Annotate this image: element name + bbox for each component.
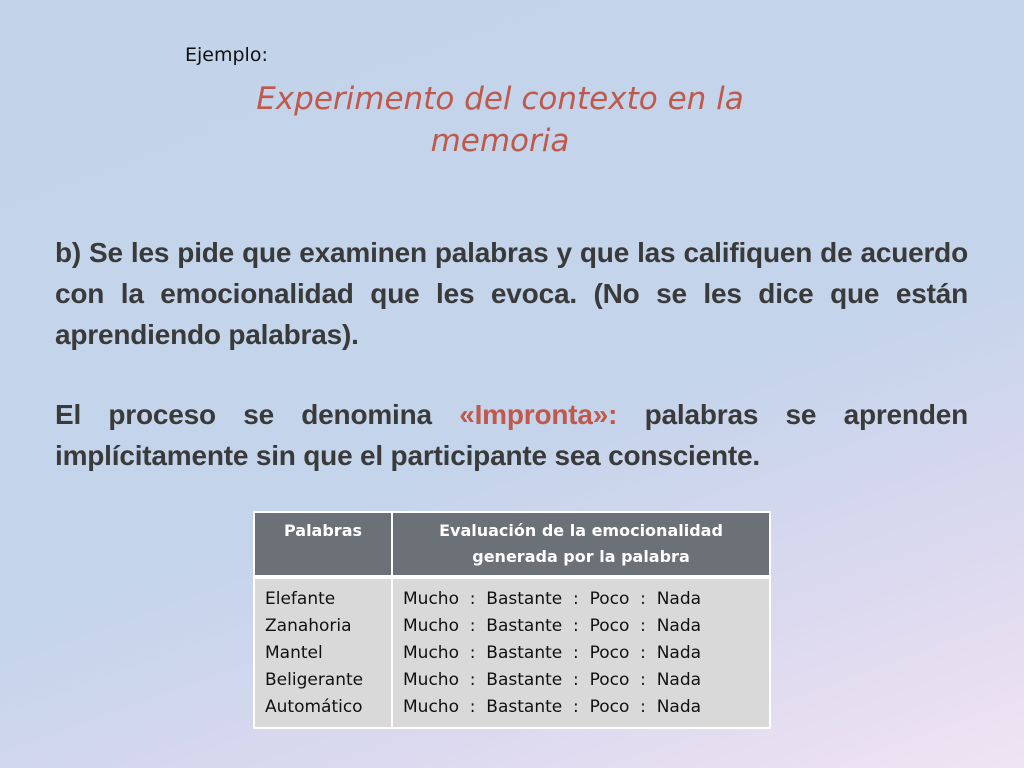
word-item: Zanahoria xyxy=(265,616,352,636)
header-palabras: Palabras xyxy=(254,512,392,577)
paragraph-b: b) Se les pide que examinen palabras y que las califiquen de acuerdo con la emocionalidad que les evoca. (No se les dice que están aprendiendo palabras). xyxy=(55,237,968,350)
paragraph-impronta xyxy=(55,394,968,476)
slide-title xyxy=(180,78,820,162)
title-line-1: Experimento del contexto en la xyxy=(256,81,744,117)
rating-scale: Mucho : Bastante : Poco : Nada xyxy=(403,697,702,717)
words-rating-table xyxy=(253,511,771,729)
words-cell xyxy=(254,577,392,728)
word-item: Automático xyxy=(265,697,363,717)
table-header-row xyxy=(254,512,770,577)
rating-scale: Mucho : Bastante : Poco : Nada xyxy=(403,643,702,663)
word-item: Elefante xyxy=(265,589,336,609)
header-evaluacion: Evaluación de la emocionalidad generada por la palabra xyxy=(392,512,770,577)
rating-scale: Mucho : Bastante : Poco : Nada xyxy=(403,616,702,636)
rating-scale: Mucho : Bastante : Poco : Nada xyxy=(403,670,702,690)
paragraph-c-text-start: El proceso se denomina xyxy=(55,399,460,430)
table-row xyxy=(254,577,770,728)
example-label: Ejemplo: xyxy=(185,44,268,66)
title-line-2: memoria xyxy=(430,123,570,159)
word-item: Mantel xyxy=(265,643,323,663)
ratings-cell xyxy=(392,577,770,728)
word-item: Beligerante xyxy=(265,670,364,690)
impronta-term: «Impronta»: xyxy=(459,399,618,430)
paragraph-c-text-end: palabras se aprenden implícitamente sin que el participante sea consciente. xyxy=(55,399,968,471)
rating-scale: Mucho : Bastante : Poco : Nada xyxy=(403,589,702,609)
